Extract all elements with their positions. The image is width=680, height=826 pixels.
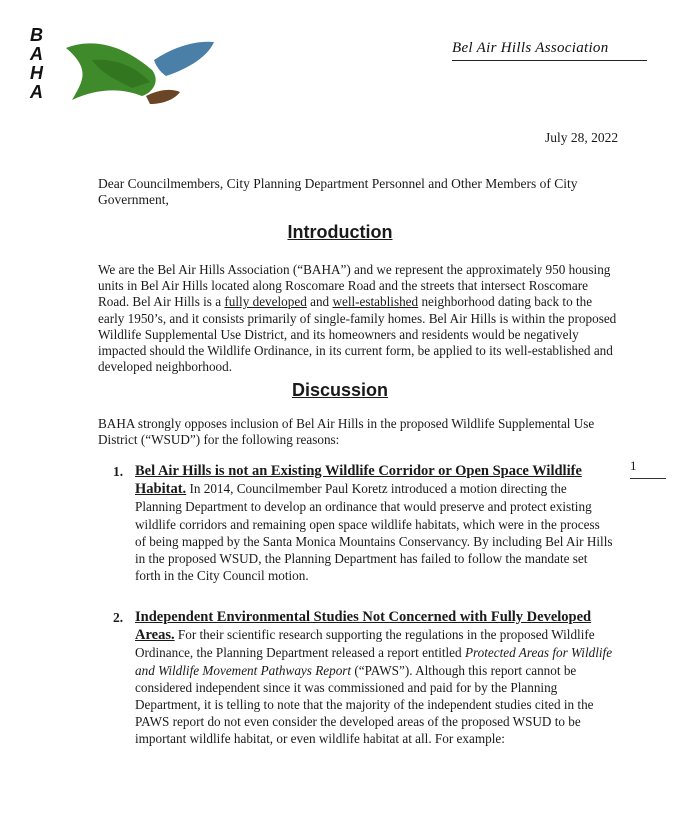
baha-logo-icon: [62, 30, 222, 110]
list-item-2-text-1: For their scientific research supporting the regulations in the proposed Wildlife Ordinance, the Planning Department released a report entitled: [135, 627, 595, 661]
list-item-2-text-2: (“PAWS”). Although this report cannot be considered independent since it was commissioned and paid for by the Planning Department, it is telling to note that the majority of the independent studies cited in the PAWS report do not even consider the developed areas of the proposed WSUD to be important wildlife habitat, or even wildlife habitat at all. For example:: [135, 662, 594, 747]
acronym-letter-a: A: [30, 44, 43, 64]
introduction-paragraph: [98, 262, 618, 375]
discussion-heading: Discussion: [291, 380, 389, 400]
list-item-1: [135, 462, 613, 584]
letter-date: July 28, 2022: [545, 130, 619, 145]
association-name: Bel Air Hills Association: [452, 40, 609, 56]
salutation: Dear Councilmembers, City Planning Department Personnel and Other Members of City Government,: [98, 176, 578, 207]
introduction-heading: Introduction: [287, 222, 393, 242]
logo-brown-stroke: [146, 90, 180, 104]
page-marker-rule: [630, 478, 666, 479]
intro-text-3: neighborhood dating back to the early 1950’s, and it consists primarily of single-family homes. Bel Air Hills is within the proposed Wildlife Supplemental Use District, and its homeowners and residents would be negatively impacted should the Wildlife Ordinance, in its current form, be applied to its well-established and developed neighborhood.: [98, 294, 617, 375]
intro-underline-fully-developed: fully developed: [224, 294, 307, 310]
list-item-2-heading: Independent Environmental Studies Not Concerned with Fully Developed Areas.: [135, 609, 592, 644]
page-marker: 1: [630, 458, 637, 473]
acronym-letter-b: B: [30, 25, 43, 45]
list-item-2-number: 2.: [113, 610, 124, 625]
intro-text-1: We are the Bel Air Hills Association (“BAHA”) and we represent the approximately 950 housing units in Bel Air Hills located along Roscomare Road and the streets that intersect Roscomare Road. Bel Air Hills is a: [98, 262, 611, 310]
list-item-1-text: In 2014, Councilmember Paul Koretz introduced a motion directing the Planning Department to develop an ordinance that would preserve and protect existing wildlife corridors and remaining open space wildlife habitats, which were in the process of being mapped by the Santa Monica Mountains Conservancy. By including Bel Air Hills in the proposed WSUD, the Planning Department has failed to follow the mandate set forth in the City Council motion.: [135, 481, 613, 584]
list-item-2-report-title: Protected Areas for Wildlife and Wildlife Movement Pathways Report: [135, 645, 613, 678]
intro-text-2: and: [306, 294, 333, 310]
discussion-lead-paragraph: BAHA strongly opposes inclusion of Bel Air Hills in the proposed Wildlife Supplemental Use District (“WSUD”) for the following reasons:: [98, 416, 595, 448]
intro-underline-well-established: well-established: [332, 294, 419, 310]
acronym-letter-h: H: [30, 63, 43, 83]
baha-acronym: [30, 26, 43, 102]
logo-blue-stroke: [154, 42, 214, 76]
letterhead-rule: [452, 60, 647, 61]
list-item-2: [135, 608, 613, 748]
list-item-1-heading: Bel Air Hills is not an Existing Wildlife Corridor or Open Space Wildlife Habitat.: [135, 463, 582, 498]
list-item-1-number: 1.: [113, 464, 124, 479]
acronym-letter-a-2: A: [30, 82, 43, 102]
